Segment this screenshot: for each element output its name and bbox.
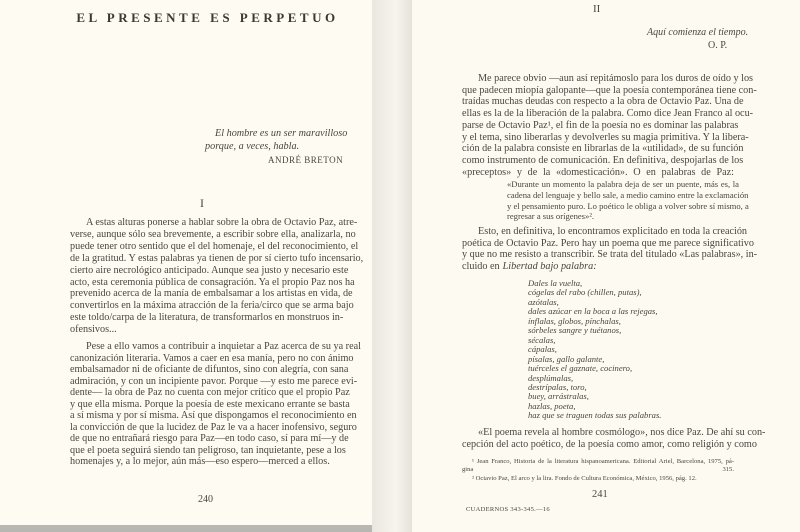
text-line: parse de Octavio Paz¹, el fin de la poesía no es dominar las palabras <box>462 119 739 131</box>
text-line: Esto, en definitiva, lo encontramos explicitado en toda la creación <box>478 226 748 237</box>
text-line: azótalas, <box>528 296 559 307</box>
text-line <box>462 261 597 272</box>
scan-edge <box>0 525 372 532</box>
text-line: «Durante un momento la palabra deja de ser un puente, más es, la <box>507 179 739 189</box>
book-gutter <box>372 0 412 532</box>
epigraph-author: O. P. <box>708 40 728 51</box>
section-heading: I <box>200 196 204 210</box>
text-line: Me parece obvio —aun así repitámoslo para los duros de oído y los <box>478 73 753 84</box>
right-page <box>412 0 800 532</box>
section-heading: II <box>593 3 601 15</box>
text-line: Dales la vuelta, <box>528 278 583 288</box>
issue-signature: CUADERNOS 343-345.—16 <box>466 506 550 513</box>
text-line: ínflalas, globos, pínchalas, <box>528 315 621 326</box>
text-line: dente— la obra de Paz no cuenta con mejor crítico que el propio Paz <box>70 387 350 398</box>
text-line: «El poema revela al hombre cosmólogo», nos dice Paz. De ahí su con- <box>478 427 766 438</box>
text-line: este toldo/carpa de la literatura, de transformarlos en monstruos in- <box>70 312 344 324</box>
text-line: canonización literaria. Vamos a caer en esa manía, pero no con ánimo <box>70 352 354 364</box>
text-line: tuérceles el gaznate, cocinero, <box>528 363 633 374</box>
text-line: ellas es la de la liberación de la palabra. Como dice Jean Franco al ocu- <box>462 108 754 120</box>
text-line: haz que se traguen todas sus palabras. <box>528 410 662 421</box>
text-line: cadena del lenguaje y bello sale, a medio camino entre la exclamación <box>507 189 749 200</box>
epigraph-author: ANDRÉ BRETON <box>268 155 344 165</box>
text-line: verse, aunque sólo sea brevemente, a escribir sobre ella, analizarla, no <box>70 228 356 240</box>
text-line: sórbeles sangre y tuétanos, <box>528 325 622 336</box>
text-line: y el tema, sino liberarlas y devolverles su magia primitiva. Y la libera- <box>462 131 749 143</box>
text-line: desplúmalas, <box>528 372 574 383</box>
epigraph-line: El hombre es un ser maravilloso <box>215 128 348 139</box>
text-line: de que no entrañará riesgo para Paz—en todo caso, sí para mí—y de <box>70 433 349 444</box>
article-title: EL PRESENTE ES PERPETUO <box>76 10 339 25</box>
text-line: gina 315. <box>462 466 734 474</box>
text-line: como instrumento de comunicación. En definitiva, despojarlas de los <box>462 154 744 166</box>
text-line: puede tener otro sentido que el del homenaje, el del reconocimiento, el <box>70 240 359 252</box>
text-line: ción de la palabra consiste en librarlas de la «utilidad», de su función <box>462 143 744 155</box>
text-line: ¹ Jean Franco, Historia de la literatura hispanoamericana. Editorial Ariel, Barcelona, 1975, pá- <box>472 458 734 465</box>
epigraph-line: porque, a veces, habla. <box>205 141 300 152</box>
text-line: ofensivos... <box>70 324 117 336</box>
text-line: cápalas, <box>528 344 557 355</box>
text-line: y el pensamiento puro. Lo poético le obliga a volver sobre sí mismo, a <box>507 200 749 211</box>
text-line: dales azúcar en la boca a las rejegas, <box>528 306 658 317</box>
text-line: embalsamador ni de oficiante de difuntos, sino con alegría, con sana <box>70 364 349 375</box>
book-title: Libertad bajo palabra: <box>502 261 597 272</box>
text-fragment: cluido en <box>462 261 500 272</box>
text-line: la convicción de que la lucidez de Paz le va a hacer inofensivo, seguro <box>70 421 357 433</box>
text-line: buey, arrástralas, <box>528 391 589 402</box>
text-line: poética de Octavio Paz. Pero hay un poema que me parece significativo <box>462 237 754 249</box>
text-line: písalas, gallo galante, <box>528 353 605 364</box>
text-line: acto, esta ceremonia pública de consagración. Ya el propio Paz nos ha <box>70 276 355 288</box>
text-line: de la gratitud. Y estas palabras ya tienen de por sí cierto tufo incensario, <box>70 252 364 264</box>
text-line: destrípalas, toro, <box>528 381 587 392</box>
text-line: «preceptos» y de la «domesticación». O en palabras de Paz: <box>462 166 734 178</box>
text-line: homenajes y, a lo mejor, aún más—eso espero—merced a ellos. <box>70 456 330 467</box>
text-line: admiración, y con un incipiente pavor. Porque —y esto me parece evi- <box>70 375 358 387</box>
page-number: 240 <box>198 494 213 505</box>
text-line: y que no me resisto a transcribir. Se trata del titulado «Las palabras», in- <box>462 249 758 261</box>
text-line: ² Octavio Paz, El arco y la lira. Fondo de Cultura Económica, México, 1956, pág. 12. <box>472 474 697 482</box>
text-line: A estas alturas ponerse a hablar sobre la obra de Octavio Paz, atre- <box>86 217 358 228</box>
text-line: prevenido acerca de la manía de embalsamar a los artistas en vida, de <box>70 288 353 300</box>
text-line: regresar a sus orígenes»². <box>507 211 595 222</box>
text-line: convertirlos en la máxima atracción de la feria/circo que se arma bajo <box>70 300 354 312</box>
left-page <box>0 0 372 525</box>
text-line: y que ella misma. Porque la poesía de este mexicano errante se basta <box>70 398 350 410</box>
text-line: cógelas del rabo (chillen, putas), <box>528 287 642 298</box>
text-line: cepción del acto poético, de la poesía como amor, como religión y como <box>462 439 757 450</box>
epigraph-line: Aquí comienza el tiempo. <box>647 27 749 38</box>
text-line: hazlas, poeta, <box>528 400 576 411</box>
page-number: 241 <box>592 489 608 500</box>
text-line: Pese a ello vamos a contribuir a inquietar a Paz acerca de su ya real <box>86 341 361 352</box>
text-line: sécalas, <box>528 334 556 345</box>
text-line: traídas muchas deudas con respecto a la obra de Octavio Paz. Una de <box>462 96 744 108</box>
text-line: que el poeta seguirá siendo tan peligroso, tan inquietante, pese a los <box>70 444 346 456</box>
text-line: que padecen miopía galopante—que la poesía contemporánea tiene con- <box>462 84 757 96</box>
text-line: a sí misma y por sí misma. Así que dispongamos el reconocimiento en <box>70 410 357 421</box>
text-line: cierto aire necrológico anticipado. Aunque sea justo y necesario este <box>70 264 349 276</box>
